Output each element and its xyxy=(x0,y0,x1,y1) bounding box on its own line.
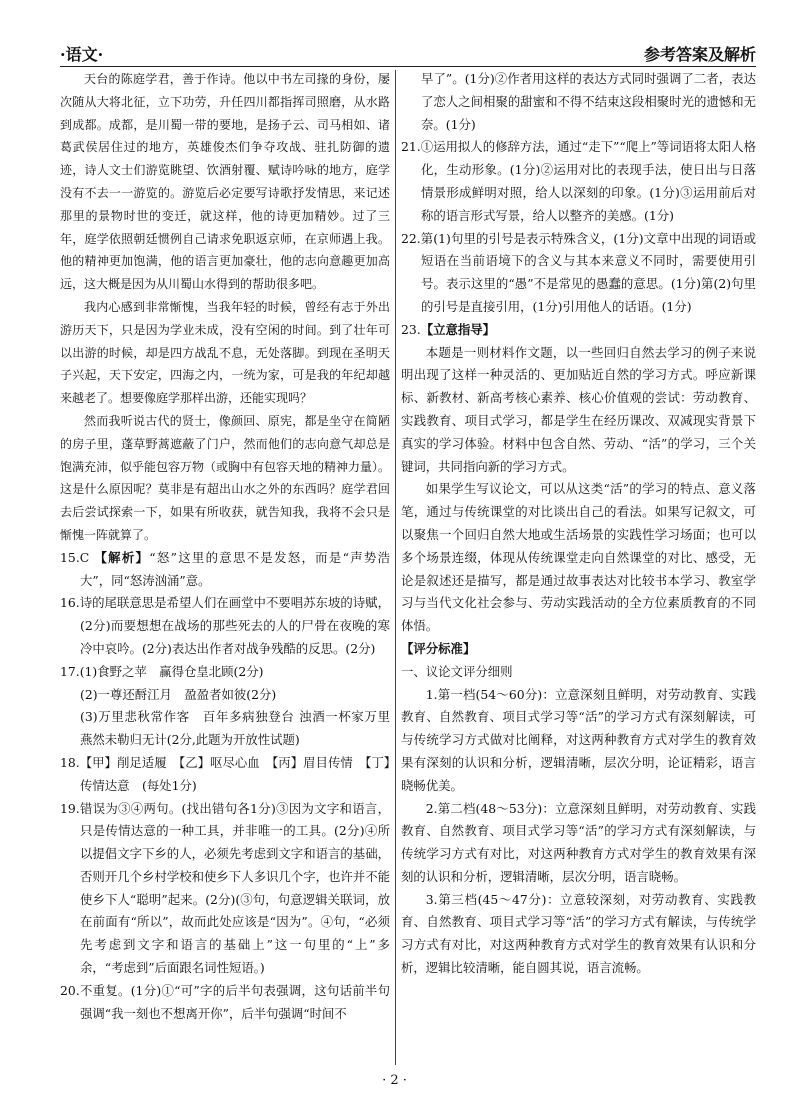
answer-21: 21.①运用拟人的修辞方法，通过“走下”“爬上”等词语将太阳人格化，生动形象。(1分)②运用对比的表现手法，使日出与日落情景形成鲜明对照，给人以深刻的印象。(1分)③运用前后对称的语言形式写景，给人以整齐的美感。(1分) xyxy=(401,139,756,223)
left-column xyxy=(60,68,403,1025)
answer-19: 19.错误为③④两句。(找出错句各1分)③因为文字和语言，只是传情达意的一种工具，并非唯一的工具。(2分)④所以提倡文字下乡的人，必须先考虑到文字和语言的基础，否则开几个乡村学校和使乡下人多识几个字，也许并不能使乡下人“聪明”起来。(2分)(③句，句意逻辑关联词，放在前面有“所以”，故而此处应该是“因为”。④句，“必须先考虑到文字和语言的基础上”这一句里的“上”多余，“考虑到”后面跟名词性短语。) xyxy=(60,800,390,976)
translation-paragraph-2: 我内心感到非常惭愧，当我年轻的时候，曾经有志于外出游历天下，只是因为学业未成，没有空闲的时间。到了壮年可以出游的时候，却是四方战乱不息，无处落脚。到现在圣明天子兴起，天下安定，四海之内，一统为家，可是我的年纪却越来越老了。想要像庭学那样出游，还能实现吗？ xyxy=(60,299,390,406)
criteria-subheading: 一、议论文评分细则 xyxy=(401,663,513,679)
guidance-paragraph-2: 如果学生写议论文，可以从这类“活”的学习的特点、意义落笔，通过与传统课堂的对比谈出自己的看法。如果写记叙文，可以聚焦一个回归自然大地或生活场景的实践性学习场面；也可以多个场景连缀，体现从传统课堂走向自然课堂的对比、感受，无论是叙述还是描写，都是通过故事表达对比较书本学习、教室学习与当代文化社会参与、劳动实践活动的全方位素质教育的不同体悟。 xyxy=(401,481,756,634)
header-title: 参考答案及解析 xyxy=(643,45,756,64)
column-divider xyxy=(395,70,396,1065)
answer-17-1: 17.(1)食野之苹 赢得仓皇北顾(2分) xyxy=(60,663,264,679)
answer-23-heading xyxy=(401,319,756,342)
analysis-tag: 【解析】 xyxy=(94,549,150,565)
criteria-tier-2: 2.第二档(48～53分)：立意深刻且鲜明，对劳动教育、实践教育、自然教育、项目式学习等“活”的学习方式有深刻解读，与传统学习方式有对比，对这两种教育方式对学生的教育效果有深刻的认识和分析，逻辑清晰，层次分明，语言晓畅。 xyxy=(401,800,756,884)
translation-paragraph-1: 天台的陈庭学君，善于作诗。他以中书左司掾的身份，屡次随从大将北征，立下功劳，升任四川都指挥司照磨，从水路到成都。成都，是川蜀一带的要地，是扬子云、司马相如、诸葛武侯居住过的地方，英雄俊杰们争夺攻战、驻扎防御的遗迹，诗人文士们游览眺望、饮酒射覆、赋诗吟咏的地方，庭学没有不去一一游览的。游览后必定要写诗歌抒发情思，来记述那里的景物时世的变迁，就这样，他的诗更加精妙。过了三年，庭学依照朝廷惯例自己请求免职返京师，在京师遇上我。他的精神更加饱满，他的语言更加豪壮，他的志向意趣更加高远，这大概是因为从川蜀山水得到的帮助很多吧。 xyxy=(60,72,390,292)
answer-16: 16.诗的尾联意思是希望人们在画堂中不要唱苏东坡的诗赋，(2分)而要想想在战场的那些死去的人的尸骨在夜晚的寒冷中哀吟。(2分)表达出作者对战争残酷的反思。(2分) xyxy=(60,595,390,656)
subject-label: ·语文· xyxy=(60,45,104,64)
page-number: · 2 · xyxy=(382,1073,407,1088)
answer-15-text: “怒”这里的意思不是发怒，而是“声势浩大”，同“怒涛汹涌”意。 xyxy=(80,549,390,588)
criteria-tier-3: 3.第三档(45～47分)：立意较深刻，对劳动教育、实践教育、自然教育、项目式学习等“活”的学习方式有解读，与传统学习方式有对比，对这两种教育方式对学生的教育效果有认识和分析，逻辑比较清晰，能自圆其说，语言流畅。 xyxy=(401,891,756,976)
header-rule xyxy=(60,66,756,67)
answer-20-continued: 早了”。(1分)②作者用这样的表达方式同时强调了二者，表达了恋人之间相聚的甜蜜和不得不结束这段相聚时光的遗憾和无奈。(1分) xyxy=(421,71,756,132)
answer-17-3: (3)万里悲秋常作客 百年多病独登台 浊酒一杯家万里 燕然未勒归无计(2分,此题为开放性试题) xyxy=(80,709,403,748)
answer-22: 22.第(1)句里的引号是表示特殊含义，(1分)文章中出现的词语或短语在当前语境下的含义与其本来意义不同时，需要使用引号。表示这里的“愚”不是常见的愚蠢的意思。(1分)第(2)句里的引号是直接引用，(1分)引用他人的话语。(1分) xyxy=(401,230,756,314)
translation-paragraph-3: 然而我听说古代的贤士，像颜回、原宪，都是坐守在简陋的房子里，蓬草野蒿遮蔽了门户，然而他们的志向意气却总是饱满充沛，似乎能包容万物（或胸中有包容天地的精神力量）。这是什么原因呢？莫非是有超出山水之外的东西吗？庭学君回去后尝试探索一下，如果有所收获，就告知我，我将不会只是惭愧一阵就算了。 xyxy=(60,413,391,542)
criteria-tag: 【评分标准】 xyxy=(401,640,476,656)
right-column xyxy=(401,68,756,980)
answer-20: 20.不重复。(1分)①“可”字的后半句表强调，这句话前半句强调“我一刻也不想离开你”，后半句强调“时间不 xyxy=(60,982,390,1021)
page-header xyxy=(60,38,756,66)
answer-15 xyxy=(60,547,390,593)
answer-15-number: 15. xyxy=(60,549,80,565)
answer-23-number: 23. xyxy=(401,321,421,337)
answer-15-option: C xyxy=(79,549,90,565)
criteria-tier-1: 1.第一档(54～60分)：立意深刻且鲜明，对劳动教育、实践教育、自然教育、项目式学习等“活”的学习方式有深刻解读，可与传统学习方式做对比阐释，对这两种教育方式对学生的教育效果有深刻的认识和分析，逻辑清晰，层次分明，论证精彩，语言晓畅优美。 xyxy=(401,686,756,793)
answer-18: 18.【甲】削足适履 【乙】呕尽心血 【丙】眉目传情 【丁】传情达意 (每处1分) xyxy=(60,754,390,793)
guidance-paragraph-1: 本题是一则材料作文题，以一些回归自然去学习的例子来说明出现了这样一种灵活的、更加贴近自然的学习方式。呼应新课标、新教材、新高考核心素养、核心价值观的尝试：劳动教育、实践教育、项目式学习，都是学生在经历课改、双减现实背景下真实的学习体验。材料中包含自然、劳动、“活”的学习，三个关键词，共同指向新的学习方式。 xyxy=(401,344,756,474)
guidance-tag: 【立意指导】 xyxy=(420,321,496,337)
answer-17-2: (2)一尊还酹江月 盈盈者如彼(2分) xyxy=(80,686,277,702)
